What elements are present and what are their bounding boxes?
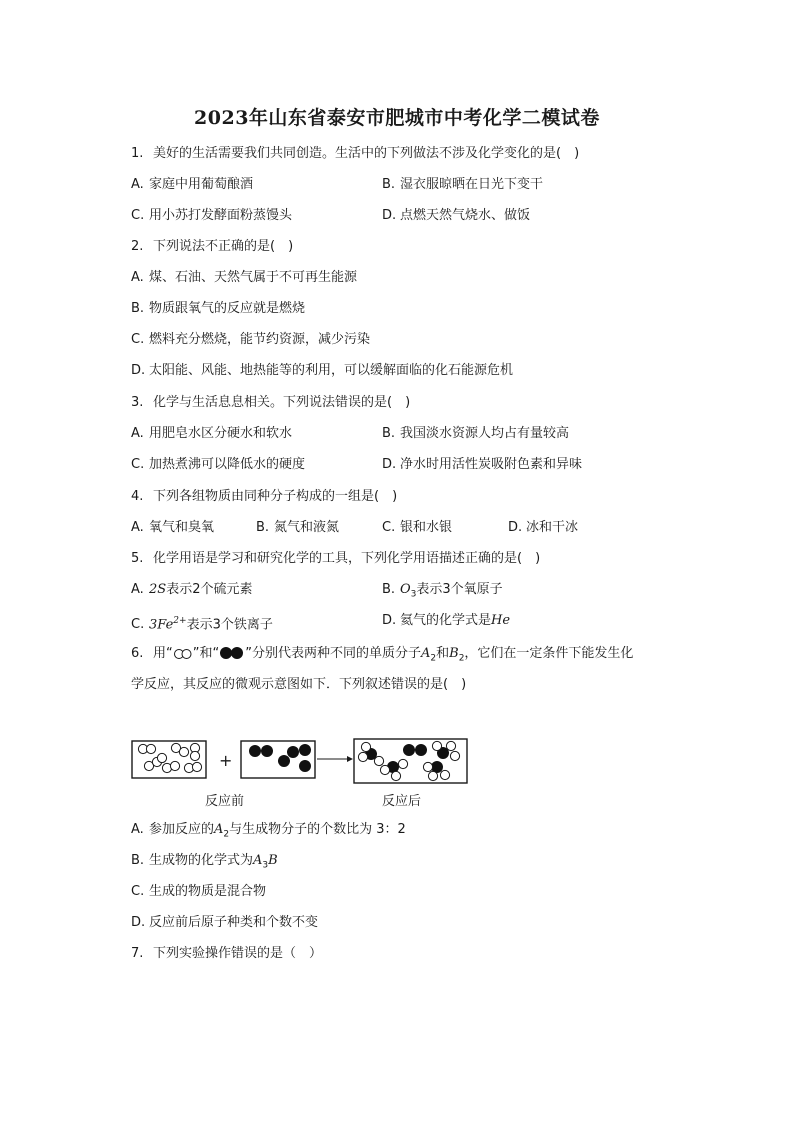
q6-option-a[interactable]: A. 参加反应的$A_2$与生成物分子的个数比为 3：2 [131, 822, 406, 840]
caption-after: 反应后 [382, 794, 422, 809]
reaction-diagram [131, 737, 471, 787]
q4-option-c[interactable]: C. 银和水银 [382, 520, 453, 535]
q4-option-a[interactable]: A. 氧气和臭氧 [131, 520, 215, 535]
q3-option-a[interactable]: A. 用肥皂水区分硬水和软水 [131, 426, 293, 441]
q5-option-b[interactable]: B. $O_3$表示3个氧原子 [382, 582, 503, 600]
q5-option-c[interactable]: C. $3Fe^{2+}$表示3个铁离子 [131, 616, 273, 633]
q1-option-b[interactable]: B. 湿衣服晾晒在日光下变干 [382, 177, 544, 192]
q6-option-d[interactable]: D. 反应前后原子种类和个数不变 [131, 915, 319, 930]
formula-2s: 2S [149, 582, 167, 597]
black-molecule-icon [219, 646, 245, 660]
question-6-stem: 6. 用“ ”和“ ”分别代表两种不同的单质分子$A_2$和$B_2$，它们在一定条件下能发生化 [131, 646, 634, 664]
q4-option-b[interactable]: B. 氮气和液氮 [256, 520, 340, 535]
q5-option-a[interactable]: A. 2S表示2个硫元素 [131, 582, 253, 597]
formula-3fe2plus: 3Fe [149, 617, 174, 633]
q6-option-b[interactable]: B. 生成物的化学式为$A_3B$ [131, 853, 278, 871]
question-3-stem: 3. 化学与生活息息相关。下列说法错误的是( ) [131, 395, 411, 410]
q5-option-d[interactable]: D. 氦气的化学式是He [382, 613, 511, 628]
caption-before: 反应前 [205, 794, 245, 809]
q3-option-c[interactable]: C. 加热煮沸可以降低水的硬度 [131, 457, 306, 472]
q6-option-c[interactable]: C. 生成的物质是混合物 [131, 884, 267, 899]
q2-option-c[interactable]: C. 燃料充分燃烧，能节约资源，减少污染 [131, 332, 371, 347]
q2-option-a[interactable]: A. 煤、石油、天然气属于不可再生能源 [131, 270, 358, 285]
formula-he: He [491, 613, 511, 628]
q1-option-a[interactable]: A. 家庭中用葡萄酿酒 [131, 177, 254, 192]
question-5-stem: 5. 化学用语是学习和研究化学的工具，下列化学用语描述正确的是( ) [131, 551, 541, 566]
q2-option-b[interactable]: B. 物质跟氧气的反应就是燃烧 [131, 301, 306, 316]
q4-option-d[interactable]: D. 冰和干冰 [508, 520, 579, 535]
question-7-stem: 7. 下列实验操作错误的是（ ） [131, 946, 323, 961]
q3-option-d[interactable]: D. 净水时用活性炭吸附色素和异味 [382, 457, 583, 472]
question-2-stem: 2. 下列说法不正确的是( ) [131, 239, 294, 254]
white-molecule-icon [173, 648, 193, 660]
formula-o3: O [400, 582, 411, 597]
question-4-stem: 4. 下列各组物质由同种分子构成的一组是( ) [131, 489, 398, 504]
page-title: 2023年山东省泰安市肥城市中考化学二模试卷 [194, 107, 600, 129]
q1-option-d[interactable]: D. 点燃天然气烧水、做饭 [382, 208, 531, 223]
q1-option-c[interactable]: C. 用小苏打发酵面粉蒸馒头 [131, 208, 293, 223]
question-1-stem: 1. 美好的生活需要我们共同创造。生活中的下列做法不涉及化学变化的是( ) [131, 146, 580, 161]
q3-option-b[interactable]: B. 我国淡水资源人均占有量较高 [382, 426, 570, 441]
plus-sign: + [219, 751, 233, 770]
q2-option-d[interactable]: D. 太阳能、风能、地热能等的利用，可以缓解面临的化石能源危机 [131, 363, 514, 378]
question-6-stem-line-2: 学反应，其反应的微观示意图如下．下列叙述错误的是( ) [131, 677, 467, 692]
